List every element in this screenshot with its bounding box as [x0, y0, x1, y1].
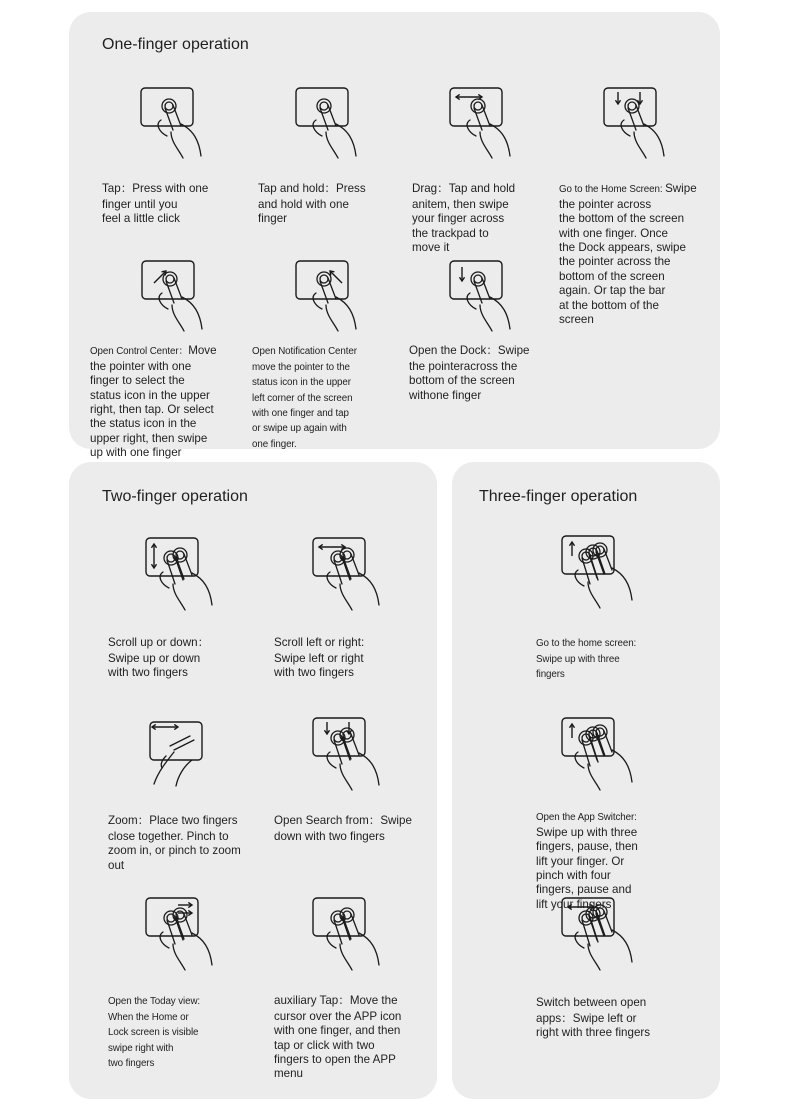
tap-and-hold-caption: Tap and hold：Press and hold with one finger [258, 182, 366, 226]
scroll-up-down-icon [144, 536, 218, 610]
two-finger-title: Two-finger operation [102, 488, 248, 505]
home-screen-three-caption: Go to the home screen: Swipe up with three fingers [536, 638, 637, 681]
one-finger-title: One-finger operation [102, 36, 249, 53]
search-caption: Open Search from：Swipe down with two fingers [274, 814, 412, 843]
auxiliary-tap-caption: auxiliary Tap：Move the cursor over the APP icon with one finger, and then tap or click with two fingers to open the APP menu [274, 994, 402, 1081]
search-swipe-down-icon [311, 716, 385, 790]
zoom-pinch-icon [144, 716, 218, 790]
switch-apps-icon [560, 896, 634, 972]
tap-caption: Tap：Press with one finger until you feel a little click [102, 182, 209, 226]
tap-and-hold-icon [294, 86, 368, 156]
app-switcher-icon [560, 716, 634, 792]
today-view-icon [144, 896, 218, 970]
auxiliary-tap-icon [311, 896, 385, 970]
home-screen-caption: Go to the Home Screen: Swipe the pointer across the bottom of the screen with one finger. Once the Dock appears, swipe the pointer across the bottom of the screen again. Or tap the bar at the bottom of the screen [559, 182, 697, 327]
switch-apps-caption: Switch between open apps：Swipe left or right with three fingers [536, 996, 651, 1040]
scroll-left-right-icon [311, 536, 385, 610]
drag-icon [448, 86, 522, 156]
scroll-left-right-caption: Scroll left or right: Swipe left or right with two fingers [274, 636, 365, 680]
open-dock-caption: Open the Dock：Swipe the pointeracross the bottom of the screen withone finger [409, 344, 530, 402]
control-center-icon [140, 259, 214, 329]
control-center-caption: Open Control Center：Move the pointer with one finger to select the status icon in the upper right, then tap. Or select the status icon in the upper right, then swipe up with one finger [90, 344, 217, 460]
two-finger-panel [69, 462, 437, 1099]
three-finger-swipe-up-icon [560, 534, 634, 610]
zoom-caption: Zoom：Place two fingers close together. Pinch to zoom in, or pinch to zoom out [108, 814, 241, 872]
tap-icon [139, 86, 213, 156]
app-switcher-caption: Open the App Switcher: Swipe up with three fingers, pause, then lift your finger. Or pinch with four fingers, pause and lift your fingers [536, 812, 638, 911]
three-finger-title: Three-finger operation [479, 488, 638, 505]
drag-caption: Drag：Tap and hold anitem, then swipe your finger across the trackpad to move it [412, 182, 516, 255]
notification-center-caption: Open Notification Center move the pointer to the status icon in the upper left corner of the screen with one finger and tap or swipe up again with one finger. [252, 346, 357, 450]
swipe-down-home-icon [602, 86, 676, 156]
scroll-up-down-caption: Scroll up or down： Swipe up or down with two fingers [108, 636, 210, 680]
open-dock-icon [448, 259, 522, 329]
three-finger-panel [452, 462, 720, 1099]
notification-center-icon [294, 259, 368, 329]
one-finger-panel [69, 12, 720, 460]
today-view-caption: Open the Today view: When the Home or Lock screen is visible swipe right with two fingers [108, 996, 201, 1070]
